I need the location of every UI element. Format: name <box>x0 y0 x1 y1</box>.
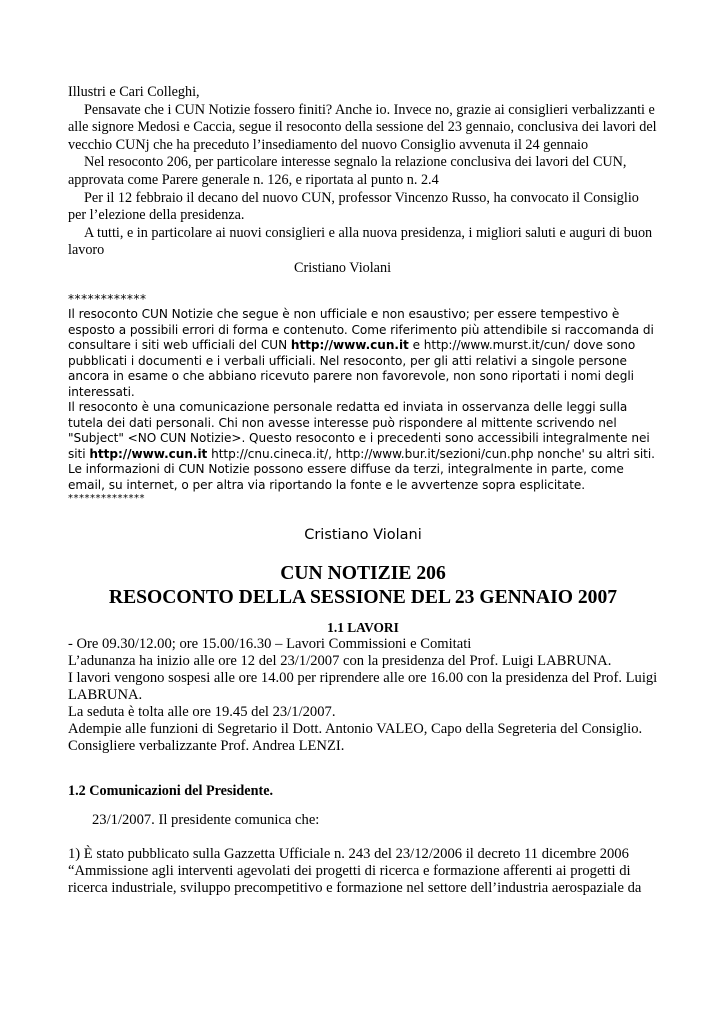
section-1-body <box>68 636 658 755</box>
disclaimer-text-b1: Il resoconto è una comunicazione personale redatta ed inviata in osservanza delle leggi sulla tutela dei dati personali. Chi non avesse interesse può rispondere al mittente scrivendo nel "Subject" <NO CUN Notizie>. Questo resoconto e i precedenti sono accessibili integralmente nei siti <box>68 400 650 461</box>
greeting: Illustri e Cari Colleghi, <box>68 84 200 100</box>
section-1-line-1: - Ore 09.30/12.00; ore 15.00/16.30 – Lavori Commissioni e Comitati <box>68 636 472 653</box>
section-1-line-3: I lavori vengono sospesi alle ore 14.00 per riprendere alle ore 16.00 con la presidenza del Prof. Luigi LABRUNA. <box>68 670 658 704</box>
intro-paragraph-4: A tutti, e in particolare ai nuovi consiglieri e alla nuova presidenza, i migliori saluti e auguri di buon lavoro <box>68 224 653 259</box>
intro-paragraph-1: Pensavate che i CUN Notizie fossero finiti? Anche io. Invece no, grazie ai consiglieri verbalizzanti e alle signore Medosi e Caccia, segue il resoconto della sessione del 23 gennaio, conclusiva dei lavori del vecchio CUNj che ha preceduto l’insediamento del nuovo Consiglio avvenuta il 24 gennaio <box>68 101 657 153</box>
section-2-item-1: 1) È stato pubblicato sulla Gazzetta Ufficiale n. 243 del 23/12/2006 il decreto 11 dicembre 2006 “Ammissione agli interventi agevolati dei progetti di ricerca e formazione afferenti ai progetti di ricerca industriale, sviluppo precompetitivo e formazione nel settore dell’industria aerospaziale da <box>68 846 642 897</box>
cun-link-1[interactable]: http://www.cun.it <box>290 338 409 353</box>
section-1-line-5: Adempie alle funzioni di Segretario il Dott. Antonio VALEO, Capo della Segreteria del Consiglio. <box>68 721 643 738</box>
stars-separator-bottom: ************** <box>68 493 145 505</box>
intro-signature: Cristiano Violani <box>294 259 392 276</box>
intro-paragraph-3: Per il 12 febbraio il decano del nuovo CUN, professor Vincenzo Russo, ha convocato il Consiglio per l’elezione della presidenza. <box>68 189 639 224</box>
disclaimer-text-b2: http://cnu.cineca.it/, http://www.bur.it/sezioni/cun.php nonche' su altri siti. Le informazioni di CUN Notizie possono essere diffuse da terzi, integralmente in parte, come email, su internet, o per altra via riportando la fonte e le avvertenze sopra esplicitate. <box>68 446 655 492</box>
section-1-line-2: L’adunanza ha inizio alle ore 12 del 23/1/2007 con la presidenza del Prof. Luigi LABRUNA. <box>68 653 612 670</box>
disclaimer-paragraph-2 <box>68 400 658 493</box>
stars-separator-top: ************ <box>68 291 147 306</box>
disclaimer-text-a1: Il resoconto CUN Notizie che segue è non ufficiale e non esaustivo; per essere tempestivo è esposto a possibili errori di forma e contenuto. Come riferimento più attendibile si raccomanda di consultare i siti web ufficiali del CUN <box>68 307 654 353</box>
cun-link-2[interactable]: http://www.cun.it <box>89 446 208 461</box>
intro-paragraph-2: Nel resoconto 206, per particolare interesse segnalo la relazione conclusiva dei lavori del CUN, approvata come Parere generale n. 126, e riportata al punto n. 2.4 <box>68 154 627 188</box>
section-2-heading: 1.2 Comunicazioni del Presidente. <box>68 783 274 800</box>
disclaimer-text-a2: e http://www.murst.it/cun/ dove sono pubblicati i documenti e i verbali ufficiali. Nel resoconto, per gli atti relativi a singole persone ancora in esame o che abbiano ricevuto parere non favorevole, non sono riportati i nomi degli interessati. <box>68 338 636 399</box>
document-page <box>68 84 658 897</box>
section-1-line-4: La seduta è tolta alle ore 19.45 del 23/1/2007. <box>68 704 336 721</box>
disclaimer-paragraph-1 <box>68 307 658 400</box>
document-subtitle: RESOCONTO DELLA SESSIONE DEL 23 GENNAIO 2007 <box>108 587 618 609</box>
signature-2: Cristiano Violani <box>304 527 422 544</box>
section-1-heading: 1.1 LAVORI <box>327 620 399 636</box>
disclaimer-block <box>68 292 658 506</box>
document-title: CUN NOTIZIE 206 <box>280 563 446 585</box>
section-1-line-6: Consigliere verbalizzante Prof. Andrea LENZI. <box>68 738 345 755</box>
intro-letter <box>68 84 658 278</box>
section-2-date-line: 23/1/2007. Il presidente comunica che: <box>92 812 320 829</box>
